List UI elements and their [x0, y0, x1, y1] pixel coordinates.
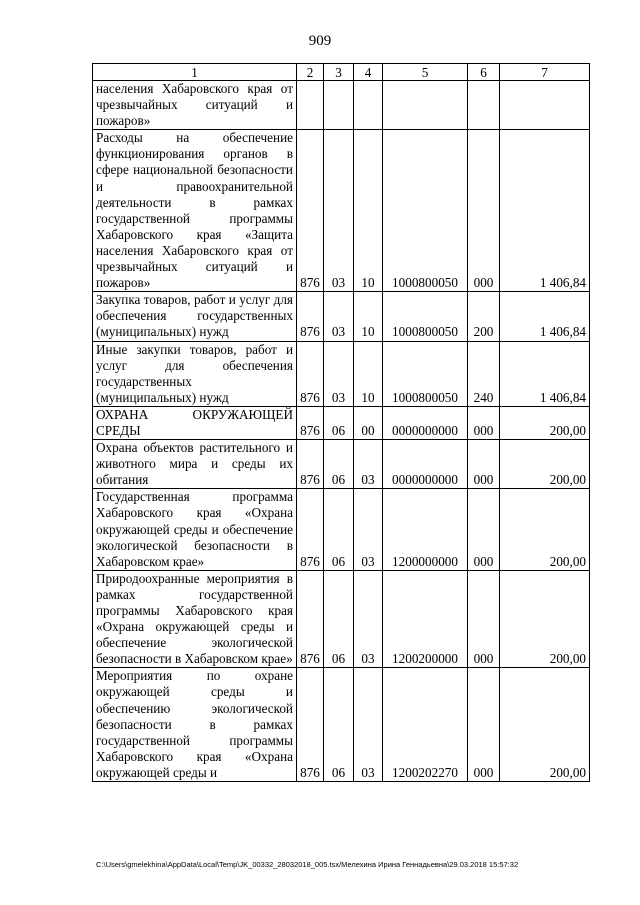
row-amount: 1 406,84	[500, 130, 590, 292]
row-expense-type: 200	[468, 292, 500, 341]
row-expense-type: 000	[468, 440, 500, 489]
row-description: населения Хабаровского края от чрезвычайных ситуаций и пожаров»	[93, 81, 297, 130]
row-target-article: 1200200000	[383, 570, 468, 668]
row-subsection: 10	[354, 130, 383, 292]
row-description: Государственная программа Хабаровского края «Охрана окружающей среды и обеспечение экологической безопасности в Хабаровском крае»	[93, 489, 297, 570]
row-amount: 1 406,84	[500, 292, 590, 341]
row-subsection: 03	[354, 570, 383, 668]
header-col-6: 6	[468, 64, 500, 81]
table-header	[93, 64, 590, 81]
row-section: 03	[324, 341, 354, 406]
row-expense-type	[468, 81, 500, 130]
table-row	[93, 130, 590, 292]
row-target-article: 0000000000	[383, 406, 468, 439]
page-number: 909	[308, 33, 332, 49]
row-section: 06	[324, 489, 354, 570]
table-row	[93, 489, 590, 570]
row-subsection	[354, 81, 383, 130]
table-row	[93, 292, 590, 341]
table-body	[93, 81, 590, 782]
row-expense-type: 000	[468, 489, 500, 570]
table-row	[93, 406, 590, 439]
row-expense-type: 240	[468, 341, 500, 406]
file-path-footer: C:\Users\gmelekhina\AppData\Local\Temp\JK_00332_28032018_005.tsx/Мелехина Ирина Геннадьевна\29.03.2018 15:57:32	[96, 860, 519, 869]
row-description: Расходы на обеспечение функционирования органов в сфере национальной безопасности и правоохранительной деятельности в рамках государственной программы Хабаровского края «Защита населения Хабаровского края от чрезвычайных ситуаций и пожаров»	[93, 130, 297, 292]
table-row	[93, 81, 590, 130]
row-amount: 200,00	[500, 406, 590, 439]
row-amount: 200,00	[500, 668, 590, 782]
row-section: 06	[324, 406, 354, 439]
header-col-4: 4	[354, 64, 383, 81]
header-col-2: 2	[297, 64, 324, 81]
header-col-7: 7	[500, 64, 590, 81]
table-row	[93, 341, 590, 406]
row-section: 06	[324, 440, 354, 489]
row-expense-type: 000	[468, 406, 500, 439]
row-admin-code: 876	[297, 570, 324, 668]
row-admin-code: 876	[297, 440, 324, 489]
header-col-5: 5	[383, 64, 468, 81]
row-target-article: 1200202270	[383, 668, 468, 782]
row-amount: 1 406,84	[500, 341, 590, 406]
row-subsection: 03	[354, 440, 383, 489]
row-admin-code	[297, 81, 324, 130]
header-col-1: 1	[93, 64, 297, 81]
row-description: Охрана объектов растительного и животного мира и среды их обитания	[93, 440, 297, 489]
row-description: ОХРАНА ОКРУЖАЮЩЕЙ СРЕДЫ	[93, 406, 297, 439]
row-section: 03	[324, 130, 354, 292]
row-section: 06	[324, 570, 354, 668]
row-amount: 200,00	[500, 489, 590, 570]
row-target-article	[383, 81, 468, 130]
row-subsection: 10	[354, 341, 383, 406]
row-expense-type: 000	[468, 668, 500, 782]
header-col-3: 3	[324, 64, 354, 81]
row-target-article: 1000800050	[383, 130, 468, 292]
row-section: 06	[324, 668, 354, 782]
row-target-article: 1200000000	[383, 489, 468, 570]
row-description: Иные закупки товаров, работ и услуг для обеспечения государственных (муниципальных) нужд	[93, 341, 297, 406]
row-subsection: 03	[354, 489, 383, 570]
table-row	[93, 570, 590, 668]
row-admin-code: 876	[297, 489, 324, 570]
row-target-article: 1000800050	[383, 341, 468, 406]
row-target-article: 0000000000	[383, 440, 468, 489]
row-target-article: 1000800050	[383, 292, 468, 341]
row-expense-type: 000	[468, 570, 500, 668]
row-section	[324, 81, 354, 130]
row-description: Природоохранные мероприятия в рамках государственной программы Хабаровского края «Охрана окружающей среды и обеспечение экологической безопасности в Хабаровском крае»	[93, 570, 297, 668]
row-subsection: 03	[354, 668, 383, 782]
row-admin-code: 876	[297, 341, 324, 406]
row-section: 03	[324, 292, 354, 341]
row-amount	[500, 81, 590, 130]
row-expense-type: 000	[468, 130, 500, 292]
row-amount: 200,00	[500, 570, 590, 668]
row-subsection: 10	[354, 292, 383, 341]
table-row	[93, 668, 590, 782]
row-admin-code: 876	[297, 668, 324, 782]
row-amount: 200,00	[500, 440, 590, 489]
table-row	[93, 440, 590, 489]
row-admin-code: 876	[297, 292, 324, 341]
row-description: Мероприятия по охране окружающей среды и обеспечению экологической безопасности в рамках государственной программы Хабаровского края «Охрана окружающей среды и	[93, 668, 297, 782]
row-admin-code: 876	[297, 406, 324, 439]
row-description: Закупка товаров, работ и услуг для обеспечения государственных (муниципальных) нужд	[93, 292, 297, 341]
row-admin-code: 876	[297, 130, 324, 292]
row-subsection: 00	[354, 406, 383, 439]
budget-table	[92, 63, 590, 782]
